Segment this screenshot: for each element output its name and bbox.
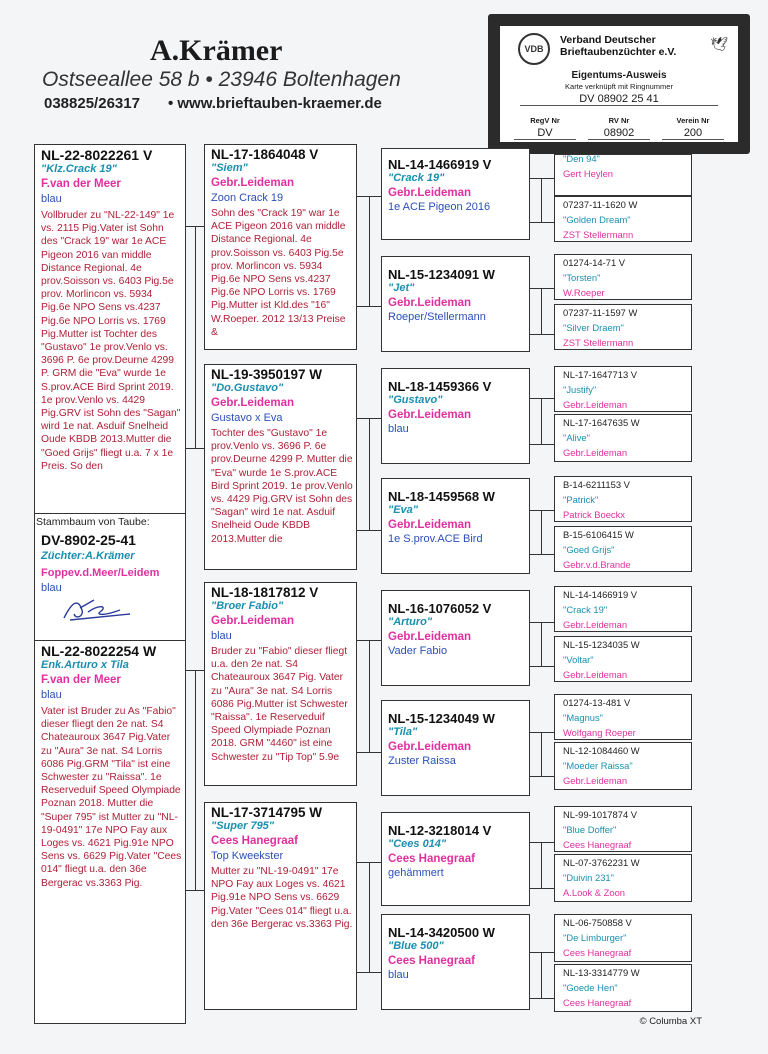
ancestor-ring: NL-14-1466919 V <box>563 589 638 600</box>
pigeon-breeder: Gebr.Leideman <box>388 741 472 753</box>
pigeon-color: Gustavo x Eva <box>211 412 283 424</box>
pigeon-name: "Siem" <box>211 162 248 174</box>
pigeon-name: "Super 795" <box>211 820 275 832</box>
ancestor-ring: NL-13-3314779 W <box>563 967 640 978</box>
copyright-footer: © Columba XT <box>639 1016 702 1027</box>
great-grandparent-card <box>381 700 530 796</box>
ancestor-ring: NL-17-1647635 W <box>563 417 640 428</box>
ancestor-name: "Den 94" <box>563 153 600 164</box>
great-grandparent-card <box>381 368 530 464</box>
ancestor-name: "Torsten" <box>563 272 601 283</box>
great-grandparent-card <box>381 478 530 574</box>
ancestor-card <box>554 586 692 632</box>
ancestor-breeder: Gebr.Leideman <box>563 447 628 458</box>
vdb-karte: Karte verknüpft mit Ringnummer <box>565 82 673 91</box>
ancestor-card <box>554 476 692 522</box>
ancestor-name: "Patrick" <box>563 494 599 505</box>
ancestor-card <box>554 806 692 852</box>
ring-number: NL-18-1817812 V <box>211 585 319 600</box>
vdb-ownership-card <box>488 14 750 154</box>
pigeon-breeder: Gebr.Leideman <box>211 397 295 409</box>
vdb-title <box>560 34 676 58</box>
vdb-ring-number: DV 08902 25 41 <box>520 93 718 106</box>
pigeon-color: gehämmert <box>388 867 444 879</box>
pigeon-name: "Gustavo" <box>388 394 443 406</box>
pigeon-description: Mutter zu "NL-19-0491" 17e NPO Fay aux Loges vs. 4621 Pig.91e NPO Sens vs. 6629 Pig.Vater "Cees 014" fliegt u.a. den 36e Bergerac vs.3363 Pig. <box>211 866 353 930</box>
ancestor-name: "Crack 19" <box>563 604 608 615</box>
ring-number: NL-15-1234091 W <box>388 267 495 282</box>
pigeon-name: "Cees 014" <box>388 838 447 850</box>
pigeon-description: Bruder zu "Fabio" dieser fliegt u.a. den 2e nat. S4 Chateauroux 3647 Pig. Vater zu "Aura" 3e nat. S4 Lorris 6086 Pig.Mutter ist Schwester "Raissa". 1e Reserveduif Speed Olympiade Poznan 2018. GRM "4460" ist eine Schwester zu "Tip Top" 5.9e <box>211 646 348 763</box>
pigeon-description: Vater ist Bruder zu As "Fabio" dieser fliegt den 2e nat. S4 Chateauroux 3647 Pig.Vater zu "Aura" 3e nat. S4 Lorris 6086 Pig.GRM "Tila" ist eine Schwester zu "Raissa". 1e Reserveduif Speed Olympiade Poznan 2018. Mutter die "Super 795" ist Mutter zu "NL-19-0491" 17e NPO Fay aux Loges vs. 4621 Pig.91e NPO Sens vs. 6629 Pig.Vater "Cees 014" fliegt u.a. den 36e Bergerac vs.3363 Pig. <box>41 706 182 889</box>
great-grandparent-card <box>381 812 530 906</box>
ancestor-breeder: Gebr.Leideman <box>563 619 628 630</box>
pigeon-name: "Broer Fabio" <box>211 600 284 612</box>
breeder-phone: 038825/26317 <box>44 95 140 112</box>
vdb-col-regv <box>514 116 576 140</box>
vdb-title-line2: Brieftaubenzüchter e.V. <box>560 46 677 58</box>
ancestor-card <box>554 694 692 740</box>
pigeon-color: blau <box>41 193 62 205</box>
ancestor-breeder: Cees Hanegraaf <box>563 947 632 958</box>
vdb-col-rv <box>588 116 650 140</box>
ancestor-breeder: Gert Heylen <box>563 168 614 179</box>
pigeon-breeder: Gebr.Leideman <box>211 615 295 627</box>
great-grandparent-card <box>381 590 530 686</box>
vdb-col-value: 08902 <box>588 127 650 140</box>
pigeon-name: "Tila" <box>388 726 418 738</box>
grandparent-card <box>204 582 357 786</box>
dove-icon: 🕊 <box>710 36 728 52</box>
breeder-contact <box>44 95 382 112</box>
great-grandparent-card <box>381 148 530 240</box>
great-grandparent-card <box>381 256 530 352</box>
pigeon-color: Zuster Raissa <box>388 755 456 767</box>
sire-card <box>34 144 186 516</box>
ancestor-card <box>554 526 692 572</box>
subject-ring: DV-8902-25-41 <box>41 532 136 548</box>
vdb-col-header: RV Nr <box>608 116 630 125</box>
pigeon-breeder: Gebr.Leideman <box>388 297 472 309</box>
vdb-card-inner <box>500 26 738 142</box>
pigeon-color: blau <box>388 969 409 981</box>
ancestor-ring: 07237-11-1620 W <box>563 199 638 210</box>
ancestor-card <box>554 304 692 350</box>
pigeon-breeder: Gebr.Leideman <box>388 409 472 421</box>
ancestor-name: "Golden Dream" <box>563 214 631 225</box>
ancestor-card <box>554 742 692 790</box>
ancestor-card <box>554 914 692 962</box>
great-grandparent-card <box>381 914 530 1010</box>
ancestor-ring: NL-06-750858 V <box>563 917 632 928</box>
ancestor-name: "De Limburger" <box>563 932 627 943</box>
dam-card <box>34 640 186 1024</box>
ancestor-ring: NL-99-1017874 V <box>563 809 638 820</box>
ring-number: NL-22-8022261 V <box>41 147 153 163</box>
ancestor-ring: NL-17-1647713 V <box>563 369 638 380</box>
ancestor-ring: 07237-11-1597 W <box>563 307 638 318</box>
ancestor-breeder: W.Roeper <box>563 287 605 298</box>
ring-number: NL-14-1466919 V <box>388 157 492 172</box>
ancestor-card <box>554 154 692 196</box>
pigeon-color: Zoon Crack 19 <box>211 192 284 204</box>
ring-number: NL-16-1076052 V <box>388 601 492 616</box>
subject-owners: Foppev.d.Meer/Leidem <box>41 567 160 579</box>
pigeon-description: Sohn des "Crack 19" war 1e ACE Pigeon 2016 van middle Distance Regional. 4e prov.Soisson vs. 6403 Pig.5e prov. Morlincon vs. 5934 Pig.6e NPO Sens vs.4237 Pig.6e NPO Lorris vs. 1769 Pig.Mutter ist Kld.des "16" W.Roeper. 2012 13/13 Preise & <box>211 208 346 338</box>
ancestor-breeder: A.Look & Zoon <box>563 887 626 898</box>
pigeon-name: "Do.Gustavo" <box>211 382 284 394</box>
ancestor-breeder: Cees Hanegraaf <box>563 839 632 850</box>
ancestor-name: "Blue Doffer" <box>563 824 617 835</box>
vdb-col-value: 200 <box>662 127 724 140</box>
ancestor-breeder: ZST Stellermann <box>563 229 634 240</box>
vdb-col-value: DV <box>514 127 576 140</box>
subject-color: blau <box>41 582 62 594</box>
pigeon-description: Vollbruder zu "NL-22-149" 1e vs. 2115 Pig.Vater ist Sohn des "Crack 19" war 1e ACE Pigeon 2016 van middle Distance Regional. 4e prov.Soisson vs. 6403 Pig.5e prov. Morlincon vs. 5934 Pig.6e NPO Sens vs.4237 Pig.6e NPO Lorris vs. 1769 Pig.Mutter ist Tochter des "Gustavo" 1e prov.Venlo vs. 3696 P. 6e prov.Deurne 4299 P. GRM die "Eva" wurde 1e S.prov.ACE Bird Sprint 2019. 1e prov.Venlo vs. 4429 Pig.GRV ist Sohn des "Sagan" wird 1e nat. Asduif Snelheid Oude KBDB 2013.Mutter die "Goed Grijs" fliegt u.a. 7 x 1e Preis. So den <box>41 210 181 472</box>
pigeon-breeder: Gebr.Leideman <box>388 631 472 643</box>
pigeon-breeder: Gebr.Leideman <box>388 519 472 531</box>
ring-number: NL-18-1459366 V <box>388 379 492 394</box>
pigeon-color: blau <box>41 689 62 701</box>
vdb-logo-icon: VDB <box>518 33 550 65</box>
signature-icon <box>60 596 140 624</box>
ancestor-name: "Duivin 231" <box>563 872 614 883</box>
ancestor-breeder: Gebr.Leideman <box>563 775 628 786</box>
ancestor-breeder: ZST Stellermann <box>563 337 634 348</box>
ancestor-ring: B-15-6106415 W <box>563 529 634 540</box>
ancestor-card <box>554 636 692 682</box>
ancestor-ring: 01274-14-71 V <box>563 257 626 268</box>
ring-number: NL-19-3950197 W <box>211 367 323 382</box>
grandparent-card <box>204 802 357 1010</box>
subject-heading: Stammbaum von Taube: <box>36 516 150 528</box>
vdb-col-verein <box>662 116 724 140</box>
ring-number: NL-12-3218014 V <box>388 823 492 838</box>
ancestor-name: "Alive" <box>563 432 590 443</box>
vdb-eigentum: Eigentums-Ausweis <box>571 70 667 81</box>
ancestor-card <box>554 254 692 300</box>
pigeon-name: "Crack 19" <box>388 172 445 184</box>
pigeon-name: "Eva" <box>388 504 419 516</box>
pigeon-name: "Blue 500" <box>388 940 444 952</box>
pigeon-color: Vader Fabio <box>388 645 448 657</box>
pigeon-color: 1e ACE Pigeon 2016 <box>388 201 491 213</box>
ancestor-name: "Moeder Raissa" <box>563 760 633 771</box>
vdb-title-line1: Verband Deutscher <box>560 34 656 46</box>
ring-number: NL-14-3420500 W <box>388 925 495 940</box>
ancestor-breeder: Patrick Boeckx <box>563 509 625 520</box>
ancestor-name: "Goed Grijs" <box>563 544 615 555</box>
ancestor-breeder: Gebr.v.d.Brande <box>563 559 631 570</box>
ancestor-name: "Justify" <box>563 384 597 395</box>
pigeon-breeder: Cees Hanegraaf <box>388 853 475 865</box>
pigeon-color: blau <box>211 630 232 642</box>
pigeon-name: "Klz.Crack 19" <box>41 163 117 175</box>
ancestor-card <box>554 414 692 462</box>
ancestor-ring: NL-15-1234035 W <box>563 639 640 650</box>
pigeon-color: Roeper/Stellermann <box>388 311 486 323</box>
ancestor-breeder: Gebr.Leideman <box>563 399 628 410</box>
pigeon-color: 1e S.prov.ACE Bird <box>388 533 483 545</box>
ring-number: NL-18-1459568 W <box>388 489 495 504</box>
pigeon-breeder: Gebr.Leideman <box>211 177 295 189</box>
ancestor-card <box>554 854 692 902</box>
pigeon-name: Enk.Arturo x Tila <box>41 659 129 671</box>
ancestor-name: "Goede Hen" <box>563 982 618 993</box>
pigeon-description: Tochter des "Gustavo" 1e prov.Venlo vs. 3696 P. 6e prov.Deurne 4299 P. Mutter die "Eva" wurde 1e S.prov.ACE Bird Sprint 2019. 1e prov.Venlo vs. 4429 Pig.GRV ist Sohn des "Sagan" wird 1e nat. Asduif Snelheid Oude KBDB 2013.Mutter die <box>211 428 353 545</box>
ancestor-card <box>554 366 692 412</box>
ancestor-name: "Magnus" <box>563 712 604 723</box>
pigeon-breeder: F.van der Meer <box>41 674 121 686</box>
pigeon-breeder: Gebr.Leideman <box>388 187 472 199</box>
breeder-address: Ostseeallee 58 b • 23946 Boltenhagen <box>42 68 401 91</box>
pigeon-breeder: F.van der Meer <box>41 178 121 190</box>
pigeon-name: "Arturo" <box>388 616 433 628</box>
ring-number: NL-17-3714795 W <box>211 805 323 820</box>
pigeon-color: Top Kweekster <box>211 850 284 862</box>
grandparent-card <box>204 364 357 570</box>
ancestor-breeder: Wolfgang Roeper <box>563 727 636 738</box>
ancestor-name: "Silver Draem" <box>563 322 624 333</box>
pigeon-name: "Jet" <box>388 282 415 294</box>
ancestor-ring: B-14-6211153 V <box>563 479 630 490</box>
ring-number: NL-17-1864048 V <box>211 147 319 162</box>
ancestor-breeder: Cees Hanegraaf <box>563 997 632 1008</box>
ring-number: NL-22-8022254 W <box>41 643 157 659</box>
ancestor-ring: NL-07-3762231 W <box>563 857 640 868</box>
pigeon-breeder: Cees Hanegraaf <box>388 955 475 967</box>
pigeon-breeder: Cees Hanegraaf <box>211 835 298 847</box>
breeder-website: • www.brieftauben-kraemer.de <box>167 95 382 112</box>
ancestor-card <box>554 964 692 1012</box>
pigeon-color: blau <box>388 423 409 435</box>
ancestor-name: "Voltar" <box>563 654 594 665</box>
ancestor-ring: 01274-13-481 V <box>563 697 631 708</box>
subject-breeder: Züchter:A.Krämer <box>41 550 135 562</box>
ancestor-ring: NL-12-1084460 W <box>563 745 640 756</box>
vdb-col-header: Verein Nr <box>676 116 710 125</box>
ancestor-card <box>554 196 692 242</box>
vdb-col-header: RegV Nr <box>530 116 560 125</box>
breeder-name: A.Krämer <box>150 34 283 67</box>
ring-number: NL-15-1234049 W <box>388 711 495 726</box>
grandparent-card <box>204 144 357 350</box>
ancestor-breeder: Gebr.Leideman <box>563 669 628 680</box>
